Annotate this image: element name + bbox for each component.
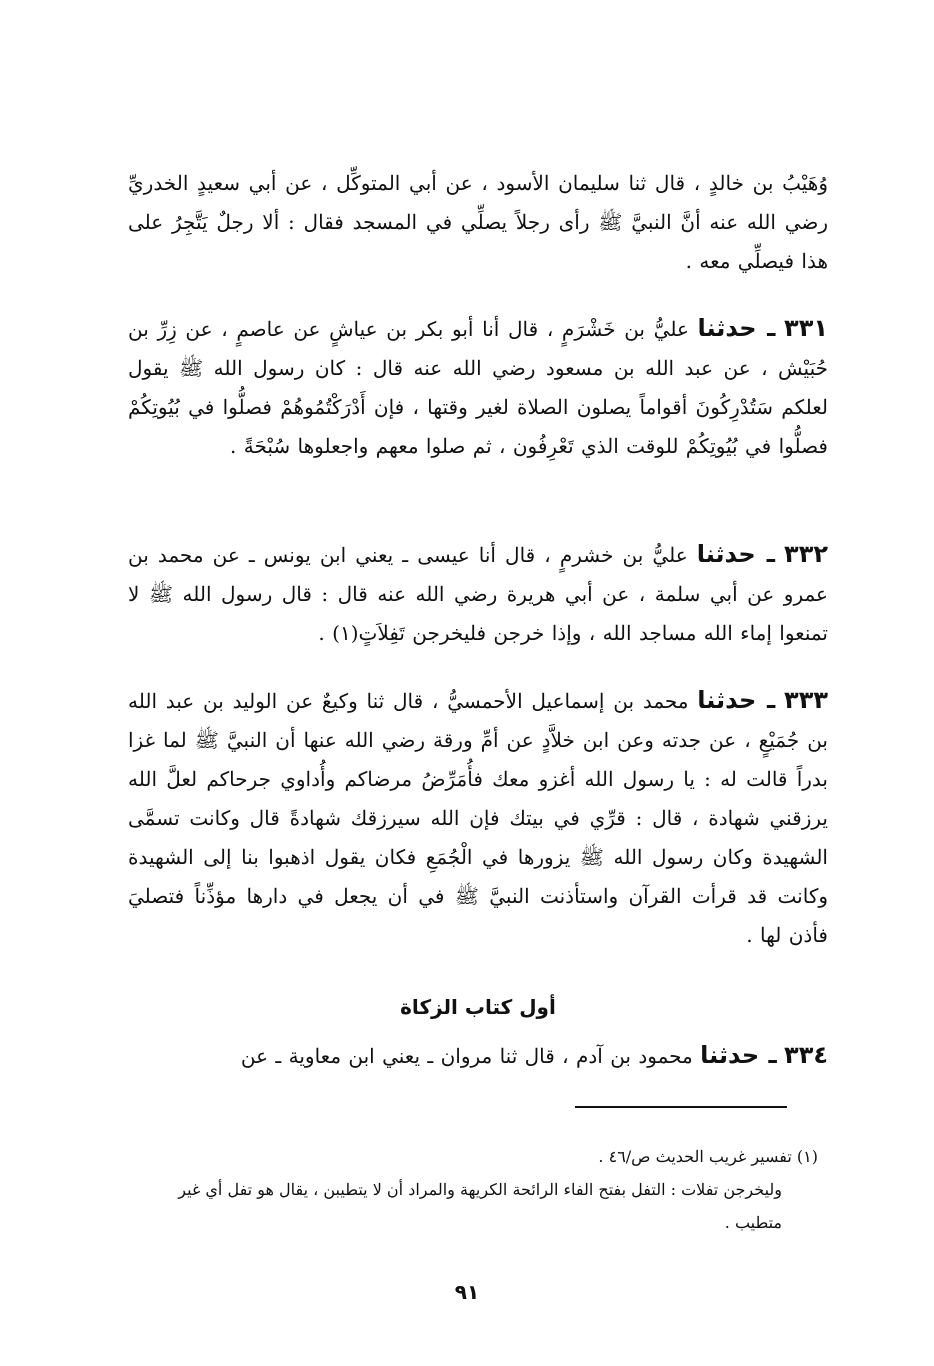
footnotes: [128, 1140, 818, 1239]
hadith-keyword: ـ حدثنا: [696, 540, 775, 568]
hadith-number: ٣٣١: [784, 314, 828, 342]
hadith-keyword: ـ حدثنا: [697, 686, 776, 714]
hadith-keyword: ـ حدثنا: [697, 314, 776, 342]
hadith-text: عليُّ بن خَشْرَمٍ ، قال أنا أبو بكر بن عياشٍ عن عاصمٍ ، عن زِرِّ بن حُبَيْش ، عن عبد الله بن مسعود رضي الله عنه قال : كان رسول الله ﷺ يقول لعلكم سَتُدْرِكُونَ أقواماً يصلون الصلاة لغير وقتها ، فإن أَدْرَكْتُمُوهُمْ فصلُّوا في بُيُوتِكُمْ فصلُّوا في بُيُوتِكُمْ للوقت الذي تَعْرِفُون ، ثم صلوا معهم واجعلوها سُبْحَةً .: [128, 317, 828, 458]
page-number: ٩١: [454, 1280, 480, 1304]
hadith-keyword: ـ حدثنا: [700, 1041, 777, 1069]
paragraph-text: وُهَيْبُ بن خالدٍ ، قال ثنا سليمان الأسود ، عن أبي المتوكِّل ، عن أبي سعيدٍ الخدريِّ رضي الله عنه أنَّ النبيَّ ﷺ رأى رجلاً يصلِّي في المسجد فقال : ألا رجلٌ يَتَّجِرُ على هذا فيصلِّي معه .: [128, 171, 828, 273]
hadith-text: محمد بن إسماعيل الأحمسيُّ ، قال ثنا وكيعٌ عن الوليد بن عبد الله بن جُمَيْعٍ ، عن جدته وعن ابن خلاَّدٍ عن أمِّ ورقة رضي الله عنها أن النبيَّ ﷺ لما غزا بدراً قالت له : يا رسول الله أغزو معك فأُمَرِّضُ مرضاكم وأُداوي جرحاكم لعلَّ الله يرزقني شهادة ، قال : قرِّي في بيتك فإن الله سيرزقك شهادةً قال وكانت تسمَّى الشهيدة وكان رسول الله ﷺ يزورها في الْجُمَعِ فكان يقول اذهبوا بنا إلى الشهيدة وكانت قد قرأت القرآن واستأذنت النبيَّ ﷺ في أن يجعل في دارها مؤذِّناً فتصليَ فأذن لها .: [128, 689, 828, 947]
hadith-text: عليُّ بن خشرمٍ ، قال أنا عيسى ـ يعني ابن يونس ـ عن محمد بن عمرو عن أبي سلمة ، عن أبي هريرة رضي الله عنه قال : قال رسول الله ﷺ لا تمنعوا إماء الله مساجد الله ، وإذا خرجن فليخرجن تَفِلاَتٍ(١) .: [128, 543, 828, 645]
hadith-number: ٣٣٢: [784, 540, 828, 568]
footnote-2: وليخرجن تفلات : التفل بفتح الفاء الرائحة الكريهة والمراد أن لا يتطيبن ، يقال هو تفل أي غير متطيب .: [178, 1180, 782, 1232]
hadith-334: [128, 1036, 828, 1076]
hadith-text: محمود بن آدم ، قال ثنا مروان ـ يعني ابن معاوية ـ عن: [240, 1044, 693, 1068]
footnote-1: (١) تفسير غريب الحديث ص/٤٦ .: [598, 1147, 818, 1166]
footnote-divider: [575, 1106, 787, 1108]
hadith-331: [128, 309, 828, 466]
paragraph-continuation: [128, 164, 828, 281]
hadith-number: ٣٣٣: [784, 686, 828, 714]
hadith-332: [128, 535, 828, 653]
hadith-number: ٣٣٤: [784, 1041, 828, 1069]
hadith-333: [128, 681, 828, 955]
section-heading: أول كتاب الزكاة: [400, 995, 556, 1019]
